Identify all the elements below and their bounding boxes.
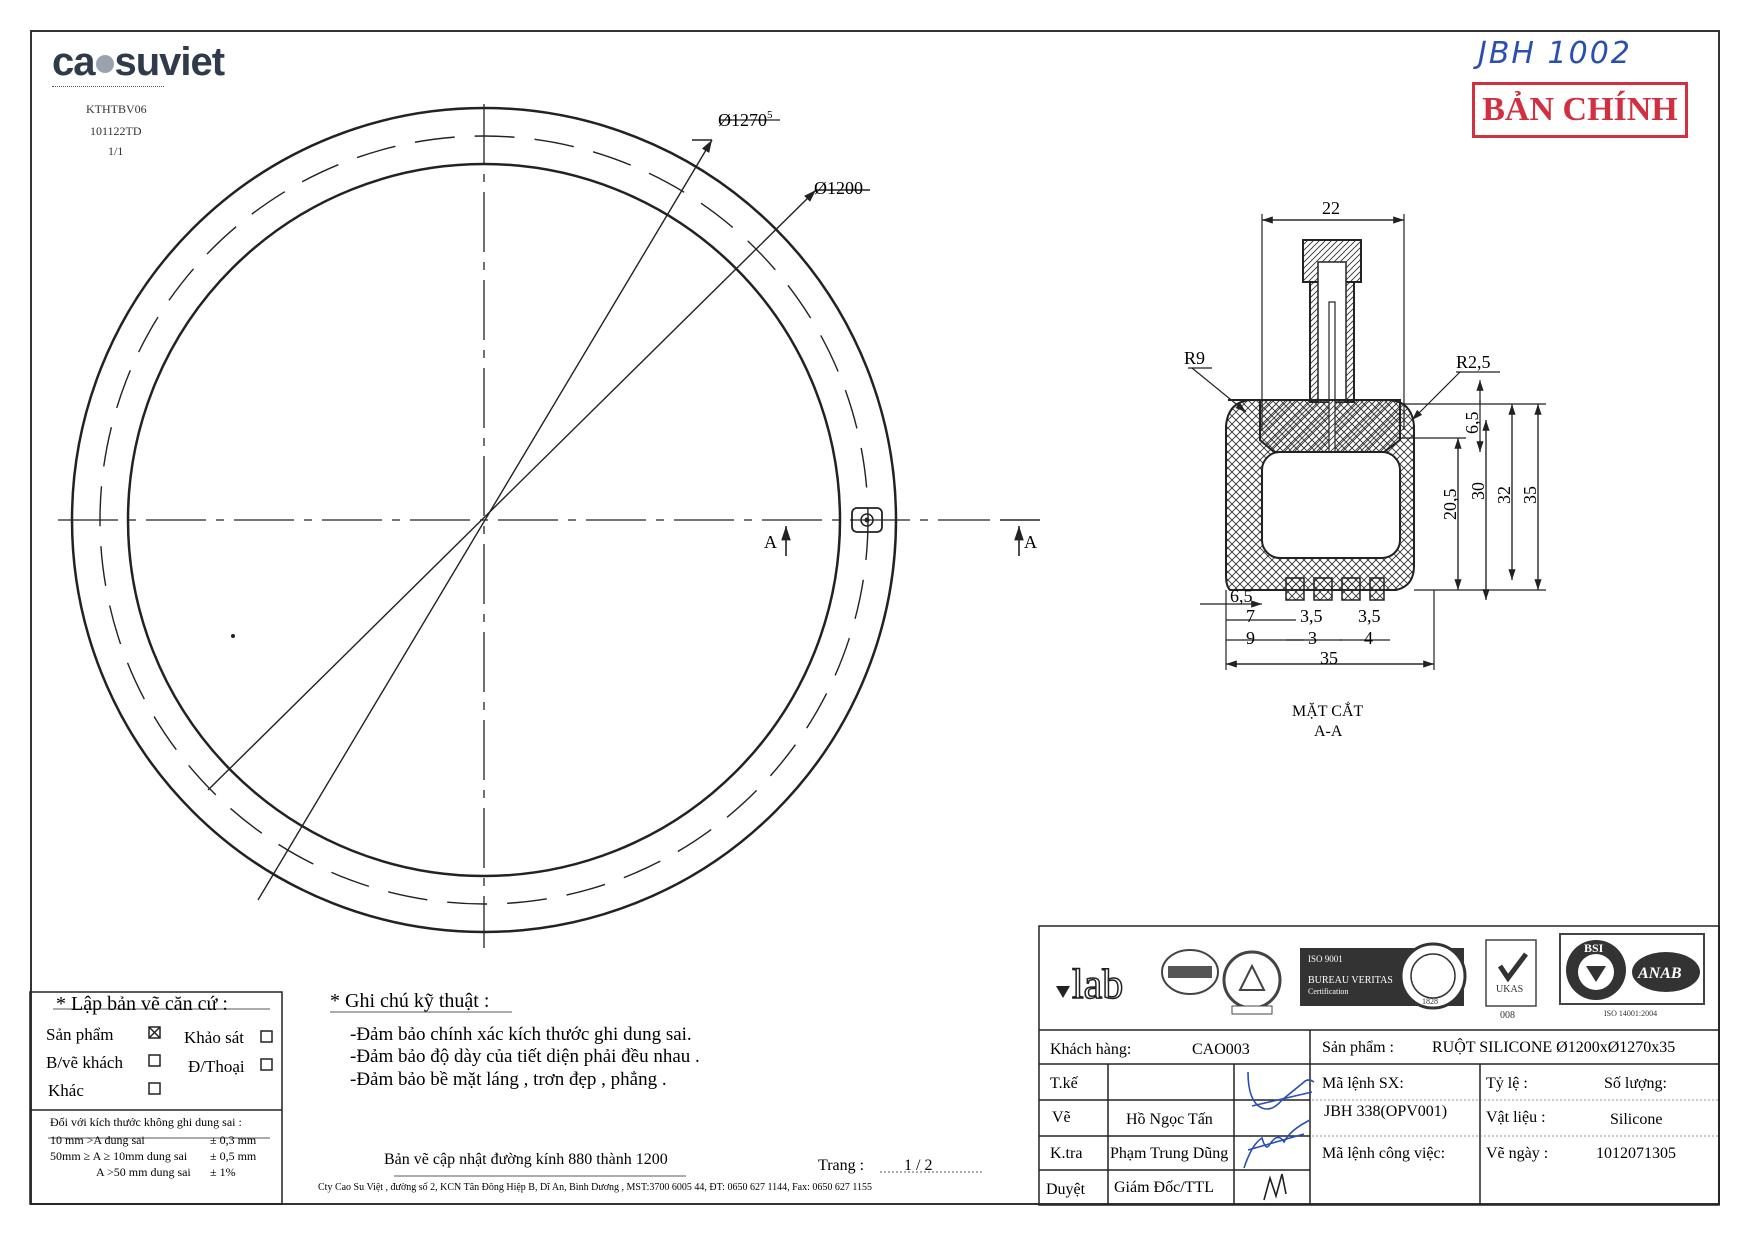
tb-tyle-label: Tỷ lệ : (1486, 1075, 1528, 1092)
basis-bv-khach: B/vẽ khách (46, 1053, 123, 1072)
logo-text-right: suviet (114, 40, 225, 84)
tb-customer-label: Khách hàng: (1050, 1041, 1132, 1058)
ring-view (58, 104, 1040, 948)
dim-w-3-5-a: 3,5 (1300, 606, 1323, 626)
tol-value-1: ± 0,3 mm (210, 1133, 257, 1147)
tb-customer-value: CAO003 (1192, 1041, 1250, 1058)
tb-malenhsx-value: JBH 338(OPV001) (1324, 1103, 1448, 1120)
note-line-3: -Đảm bảo bề mặt láng , trơn đẹp , phẳng . (350, 1069, 667, 1090)
dim-w-3: 3 (1308, 628, 1317, 648)
tol-value-2: ± 0,5 mm (210, 1149, 257, 1163)
dim-h-32: 32 (1494, 486, 1514, 504)
tb-ktra-label: K.tra (1050, 1145, 1083, 1162)
dim-w-6-5: 6,5 (1230, 586, 1253, 606)
tol-range-3: A >50 mm dung sai (96, 1165, 191, 1179)
dim-w-35: 35 (1320, 648, 1338, 668)
dim-w-3-5-b: 3,5 (1358, 606, 1381, 626)
inner-diameter-label: Ø1200 (814, 178, 863, 198)
footer-address: Cty Cao Su Việt , đường số 2, KCN Tân Đông Hiệp B, Dĩ An, Bình Dương , MST:3700 6005 44, ĐT: 0650 627 1144, Fax: 0650 627 1155 (318, 1182, 872, 1193)
accreditation-logo (1224, 952, 1280, 1008)
basis-dthoai: Đ/Thoại (188, 1057, 245, 1076)
director-signature (1264, 1174, 1286, 1200)
tol-value-3: ± 1% (210, 1165, 236, 1179)
iso14001-text: ISO 14001:2004 (1604, 1009, 1658, 1018)
section-label-left: A (764, 532, 777, 552)
basis-khao-sat: Khảo sát (184, 1028, 244, 1047)
dim-h-30: 30 (1468, 482, 1488, 500)
tb-ktra-value: Phạm Trung Dũng (1110, 1145, 1229, 1162)
tb-malenhcv-label: Mã lệnh công việc: (1322, 1145, 1446, 1162)
tb-product-value: RUỘT SILICONE Ø1200xØ1270x35 (1432, 1039, 1676, 1056)
basis-san-pham: Sản phẩm (46, 1025, 114, 1044)
tb-vengay-value: 1012071305 (1596, 1145, 1676, 1162)
page-label: Trang : (818, 1157, 865, 1174)
tb-vatlieu-value: Silicone (1610, 1111, 1663, 1128)
bv-year: 1828 (1422, 997, 1438, 1006)
original-stamp: BẢN CHÍNH (1472, 82, 1688, 138)
tb-vatlieu-label: Vật liệu : (1486, 1109, 1546, 1126)
tb-malenhsx-label: Mã lệnh SX: (1322, 1075, 1404, 1092)
note-line-1: -Đảm bảo chính xác kích thước ghi dung sai. (350, 1024, 692, 1045)
ukas-text: UKAS (1496, 984, 1524, 995)
dim-radius-left: R9 (1184, 348, 1206, 368)
tb-product-label: Sản phẩm : (1322, 1039, 1394, 1056)
bv-sub: Certification (1308, 987, 1349, 996)
outer-diameter-label: Ø1270$^5$ (718, 109, 773, 130)
basis-title: * Lập bản vẽ căn cứ : (56, 993, 228, 1015)
section-a-a (1226, 240, 1414, 600)
section-id: A-A (1314, 723, 1343, 740)
doc-code-3: 1/1 (108, 144, 124, 158)
anab-text: ANAB (1638, 965, 1682, 982)
doc-code-2: 101122TD (90, 124, 142, 138)
dim-w-7: 7 (1246, 606, 1255, 626)
dim-w-9: 9 (1246, 628, 1255, 648)
dim-h-20-5: 20,5 (1440, 488, 1460, 520)
tb-soluong-label: Số lượng: (1604, 1075, 1667, 1092)
tolerance-title: Đối với kích thước không ghi dung sai : (50, 1115, 242, 1129)
section-label-right: A (1024, 532, 1037, 552)
handwritten-code: JBH 1002 (1478, 36, 1632, 71)
section-title: MẶT CẮT (1292, 703, 1364, 720)
page-value: 1 / 2 (904, 1157, 933, 1174)
dim-h-6-5: 6,5 (1462, 411, 1482, 434)
tb-ve-label: Vẽ (1052, 1109, 1071, 1126)
tol-range-2: 50mm ≥ A ≥ 10mm dung sai (50, 1149, 188, 1163)
doc-code-1: KTHTBV06 (86, 102, 147, 116)
tb-vengay-label: Vẽ ngày : (1486, 1145, 1549, 1162)
tb-duyet-label: Duyệt (1046, 1181, 1086, 1198)
dim-w-4: 4 (1364, 628, 1373, 648)
tb-duyet-value: Giám Đốc/TTL (1114, 1179, 1214, 1196)
tb-ve-value: Hồ Ngọc Tấn (1126, 1111, 1213, 1128)
inner-diameter-leader (208, 190, 816, 790)
tb-tke-label: T.kế (1050, 1075, 1078, 1092)
bv-text: BUREAU VERITAS (1308, 975, 1393, 986)
tol-range-1: 10 mm >A dung sai (50, 1133, 145, 1147)
update-note: Bản vẽ cập nhật đường kính 880 thành 1200 (384, 1151, 668, 1168)
dim-h-35: 35 (1520, 486, 1540, 504)
vlab-logo: lab (1072, 962, 1124, 1008)
logo-text-left: ca (52, 40, 95, 84)
bsi-text: BSI (1584, 941, 1604, 955)
iso-text: ISO 9001 (1308, 954, 1343, 964)
ukas-number: 008 (1500, 1010, 1515, 1021)
note-line-2: -Đảm bảo độ dày của tiết diện phải đều nhau . (350, 1046, 700, 1067)
dim-radius-right: R2,5 (1456, 352, 1491, 372)
signatures (1244, 1072, 1314, 1168)
cert-logos (1056, 934, 1704, 1014)
notes-title: * Ghi chú kỹ thuật : (330, 990, 490, 1012)
basis-khac: Khác (48, 1081, 84, 1100)
dim-top-width: 22 (1322, 198, 1340, 218)
